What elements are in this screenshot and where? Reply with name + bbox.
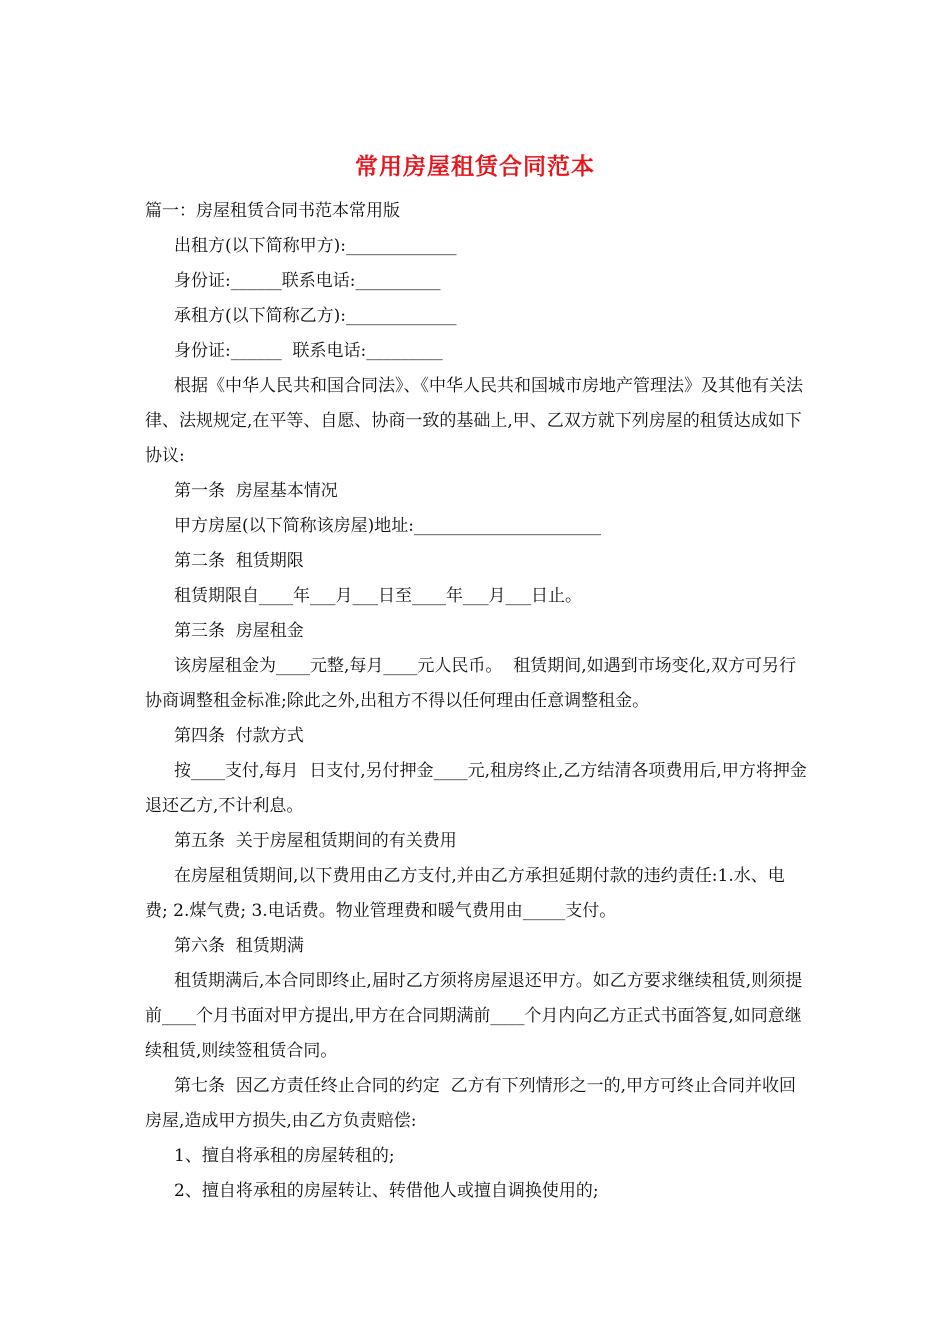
clause-heading: 第五条 关于房屋租赁期间的有关费用 xyxy=(174,831,457,851)
list-item: 1、擅自将承租的房屋转租的; xyxy=(174,1146,395,1166)
paragraph: 租赁期限自____年___月___日至____年___月___日止。 xyxy=(174,586,582,606)
document-title: 常用房屋租赁合同范本 xyxy=(355,153,595,180)
paragraph: 承租方(以下简称乙方):_____________ xyxy=(174,306,457,326)
clause-heading: 第三条 房屋租金 xyxy=(174,621,304,641)
paragraph: 出租方(以下简称甲方):_____________ xyxy=(174,236,457,256)
paragraph: 按____支付,每月 日支付,另付押金____元,租房终止,乙方结清各项费用后,甲方将押金退还乙方,不计利息。 xyxy=(145,761,807,816)
document-body xyxy=(145,194,807,1209)
section-heading: 篇一：房屋租赁合同书范本常用版 xyxy=(145,201,400,221)
clause-heading: 第六条 租赁期满 xyxy=(174,936,304,956)
paragraph: 该房屋租金为____元整,每月____元人民币。 租赁期间,如遇到市场变化,双方可另行协商调整租金标准;除此之外,出租方不得以任何理由任意调整租金。 xyxy=(145,656,797,711)
paragraph: 根据《中华人民共和国合同法》、《中华人民共和国城市房地产管理法》及其他有关法律、法规规定,在平等、自愿、协商一致的基础上,甲、乙双方就下列房屋的租赁达成如下协议: xyxy=(145,376,803,466)
list-item: 2、擅自将承租的房屋转让、转借他人或擅自调换使用的; xyxy=(174,1181,599,1201)
clause-heading: 第一条 房屋基本情况 xyxy=(174,481,338,501)
clause-heading: 第四条 付款方式 xyxy=(174,726,304,746)
paragraph: 在房屋租赁期间,以下费用由乙方支付,并由乙方承担延期付款的违约责任:1.水、电费; 2.煤气费; 3.电话费。物业管理费和暖气费用由_____支付。 xyxy=(145,866,785,921)
paragraph: 甲方房屋(以下简称该房屋)地址:______________________ xyxy=(174,516,601,536)
clause-heading: 第二条 租赁期限 xyxy=(174,551,304,571)
paragraph: 第七条 因乙方责任终止合同的约定 乙方有下列情形之一的,甲方可终止合同并收回房屋,造成甲方损失,由乙方负责赔偿: xyxy=(145,1076,797,1131)
paragraph: 租赁期满后,本合同即终止,届时乙方须将房屋退还甲方。如乙方要求继续租赁,则须提前____个月书面对甲方提出,甲方在合同期满前____个月内向乙方正式书面答复,如同意继续租赁,则续签租赁合同。 xyxy=(145,971,803,1061)
paragraph: 身份证:______联系电话:__________ xyxy=(174,271,441,291)
paragraph: 身份证:______ 联系电话:_________ xyxy=(174,341,443,361)
